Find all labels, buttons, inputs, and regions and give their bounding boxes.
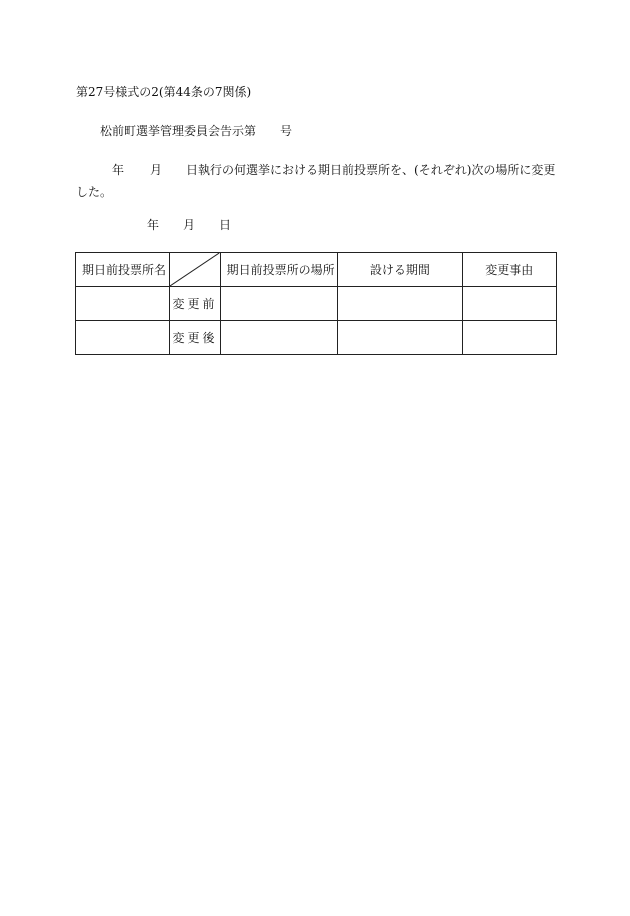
cell-period-before[interactable] [338,287,463,321]
notice-body [76,159,560,203]
header-period: 設ける期間 [338,253,463,287]
cell-place-before[interactable] [220,287,337,321]
row-label-before: 変更前 [170,287,220,321]
table-row-before [76,287,557,321]
cell-period-after[interactable] [338,321,463,355]
header-polling-place-location: 期日前投票所の場所 [220,253,337,287]
cell-name-before[interactable] [76,287,170,321]
notice-title: 松前町選挙管理委員会告示第 号 [100,124,293,138]
notice-body-month: 月 [150,163,163,177]
notice-date-day: 日 [219,218,232,232]
row-label-after: 変更後 [170,321,220,355]
header-reason: 変更事由 [462,253,556,287]
form-number: 第27号様式の2(第44条の7関係) [76,85,252,99]
cell-reason-before[interactable] [462,287,556,321]
cell-reason-after[interactable] [462,321,556,355]
notice-date [147,217,231,233]
notice-date-year: 年 [147,218,160,232]
table-row-after [76,321,557,355]
notice-body-year: 年 [112,163,125,177]
cell-name-after[interactable] [76,321,170,355]
notice-body-text: 日執行の何選挙における期日前投票所を、(それぞれ)次の場所に変更した。 [76,163,556,199]
diagonal-line [170,253,219,286]
notice-date-month: 月 [183,218,196,232]
header-polling-place-name: 期日前投票所名 [76,253,170,287]
table-header-row [76,253,557,287]
cell-place-after[interactable] [220,321,337,355]
header-diagonal-cell [170,253,220,287]
polling-place-change-table [75,252,557,355]
